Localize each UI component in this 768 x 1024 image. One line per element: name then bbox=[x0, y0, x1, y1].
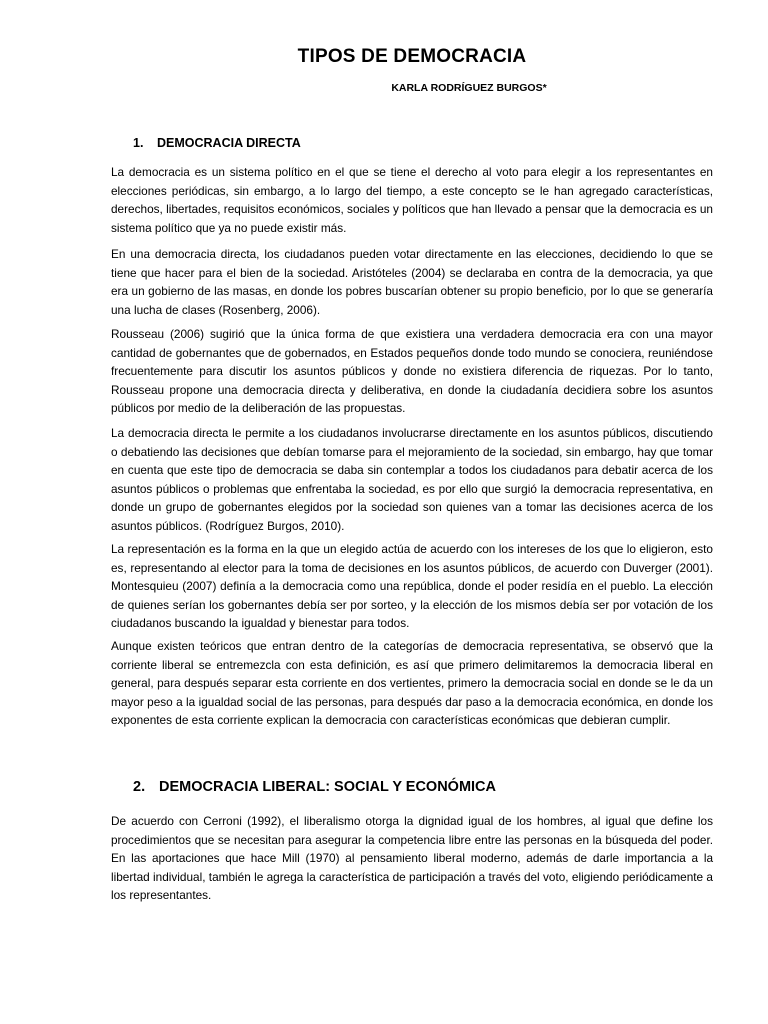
paragraph: La representación es la forma en la que un elegido actúa de acuerdo con los intereses de los que lo eligieron, esto es, representando al elector para la toma de decisiones en los asuntos públicos, de acuerdo con Duverger (2001). Montesquieu (2007) definía a la democracia como una república, donde el poder residía en el pueblo. La elección de quienes serían los gobernantes debía ser por sorteo, y la elección de los mismos debía ser por votación de los ciudadanos buscando la igualdad y bienestar para todos. bbox=[111, 542, 713, 630]
paragraph: Aunque existen teóricos que entran dentro de la categorías de democracia representativa, se observó que la corriente liberal se entremezcla con esta definición, es así que primero delimitaremos la democracia liberal en general, para después separar esta corriente en dos vertientes, primero la democracia social en donde se le da un mayor peso a la igualdad social de las personas, para después dar paso a la democracia económica, en donde los exponentes de esta corriente explican la democracia con características económicas que debieran cumplir. bbox=[111, 639, 713, 727]
section-title: DEMOCRACIA LIBERAL: SOCIAL Y ECONÓMICA bbox=[159, 779, 497, 795]
paragraph: La democracia directa le permite a los ciudadanos involucrarse directamente en los asuntos públicos, discutiendo o debatiendo las decisiones que debían tomarse para el mejoramiento de la sociedad, sin embargo, hay que tomar en cuenta que este tipo de democracia se daba sin contemplar a todos los ciudadanos para debatir acerca de los asuntos públicos o problemas que enfrentaba la sociedad, es por ello que surgió la democracia representativa, en donde un grupo de gobernantes elegidos por la sociedad son quienes van a tomar las decisiones acerca de los asuntos públicos. (Rodríguez Burgos, 2010). bbox=[111, 426, 713, 533]
section-heading-1 bbox=[133, 136, 301, 150]
document-title: TIPOS DE DEMOCRACIA bbox=[297, 46, 527, 67]
section-number: 1. bbox=[133, 136, 144, 150]
paragraph: La democracia es un sistema político en el que se tiene el derecho al voto para elegir a los representantes en elecciones periódicas, sin embargo, a lo largo del tiempo, a este concepto se le han agregado características, derechos, libertades, requisitos económicos, sociales y políticos que han llevado a pensar que la democracia es un sistema político que ya no puede existir más. bbox=[111, 165, 713, 235]
paragraph: De acuerdo con Cerroni (1992), el liberalismo otorga la dignidad igual de los hombres, al igual que define los procedimientos que se necesitan para asegurar la competencia libre entre las personas en la búsqueda del poder. En las aportaciones que hace Mill (1970) al pensamiento liberal moderno, además de darle importancia a la libertad individual, también le agrega la característica de participación a través del voto, eligiendo periódicamente a los representantes. bbox=[111, 814, 713, 902]
section-heading-2 bbox=[133, 779, 496, 795]
document-author: KARLA RODRÍGUEZ BURGOS* bbox=[391, 82, 547, 94]
paragraph: Rousseau (2006) sugirió que la única forma de que existiera una verdadera democracia era con una mayor cantidad de gobernantes que de gobernados, en Estados pequeños donde todo mundo se conociera, reuniéndose frecuentemente para discutir los asuntos públicos y donde no existiera diferencia de riquezas. Por lo tanto, Rousseau propone una democracia directa y deliberativa, en donde la ciudadanía decidiera sobre los asuntos públicos por medio de la deliberación de las propuestas. bbox=[111, 327, 713, 415]
section-title: DEMOCRACIA DIRECTA bbox=[157, 136, 301, 150]
section-number: 2. bbox=[133, 779, 146, 795]
paragraph: En una democracia directa, los ciudadanos pueden votar directamente en las elecciones, decidiendo lo que se tiene que hacer para el bien de la sociedad. Aristóteles (2004) se declaraba en contra de la democracia, ya que era un gobierno de las masas, en donde los pobres buscarían obtener su propio beneficio, por lo que se generaría una lucha de clases (Rosenberg, 2006). bbox=[111, 247, 713, 317]
